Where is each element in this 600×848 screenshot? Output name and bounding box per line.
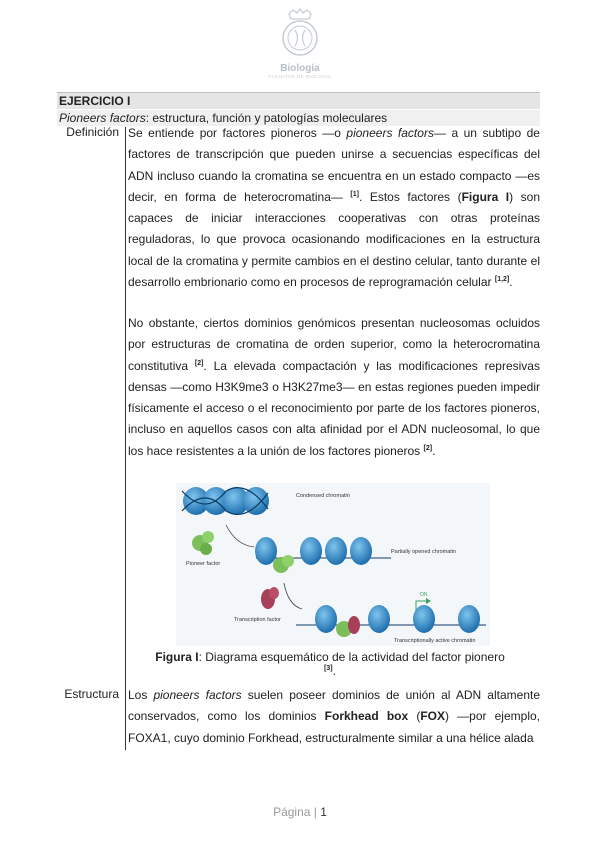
label-partial: Partially opened chromatin — [391, 549, 457, 555]
column-divider — [125, 127, 126, 750]
exercise-title: EJERCICIO I — [57, 92, 540, 109]
definition-paragraph-2: No obstante, ciertos dominios genómicos presentan nucleosomas ocluidos por estructuras de cromatina de orden superior, como la heterocromatina constitutiva [2]. La elevada compactación y las modificaciones represivas densas —como H3K9me3 o H3K27me3— en estas regiones pueden impedir físicamente el acceso o el reconocimiento por parte de los factores pioneros, incluso en aquellos casos con alta afinidad por el ADN nucleosomal, lo que los hace resistentes a la unión de los factores pioneros [2]. — [128, 316, 540, 458]
page-footer — [0, 805, 600, 819]
citation: [1] — [350, 190, 359, 198]
label-active: Transcriptionally active chromatin — [394, 638, 476, 644]
structure-paragraph-1: Los pioneers factors suelen poseer dominios de unión al ADN altamente conservados, como los dominios Forkhead box (FOX) —por ejemplo, FOXA1, cuyo dominio Forkhead, estructuralmente similar a una hélice alada — [128, 688, 540, 745]
university-seal-icon — [275, 8, 325, 56]
label-condensed: Condensed chromatin — [296, 493, 350, 499]
page-number: 1 — [320, 805, 327, 819]
faculty-logo — [265, 8, 335, 79]
label-pioneer: Pioneer factor — [186, 561, 221, 567]
logo-title: Biología — [280, 63, 320, 74]
citation: [2] — [194, 359, 204, 367]
page-label: Página — [273, 805, 311, 819]
transcription-factor-icon — [261, 587, 279, 609]
citation: [2] — [423, 444, 433, 452]
figure-caption: Figura I: Diagrama esquemático de la actividad del factor pionero [3]. — [155, 650, 505, 678]
partially-opened-nucleosomes — [255, 537, 391, 573]
subtitle-rest: : estructura, función y patologías moleculares — [145, 111, 388, 125]
definition-paragraph-1: Se entiende por factores pioneros —o pioneers factors— a un subtipo de factores de transcripción que pueden unirse a secuencias específicas del ADN incluso cuando la cromatina se encuentra en un estado compacto —es decir, en forma de heterocromatina— [1]. Estos factores (Figura I) son capaces de iniciar interacciones cooperativas con otras proteínas reguladoras, lo que provoca ocasionando modificaciones en la estructura local de la cromatina y permite cambios en el destino celular, tanto durante el desarrollo embrionario como en procesos de reprogramación celular [1,2]. — [128, 126, 540, 290]
definition-label: Definición — [66, 125, 119, 139]
label-tf: Transcription factor — [234, 617, 281, 623]
figure-reference: Figura I — [461, 189, 510, 204]
page-separator: | — [313, 805, 317, 819]
active-chromatin-nucleosomes — [296, 605, 486, 637]
chromatin-diagram-svg — [176, 483, 490, 646]
condensed-chromatin-nucleosomes — [182, 487, 269, 515]
structure-label: Estructura — [64, 687, 119, 701]
citation: [3] — [324, 665, 333, 672]
pioneer-factor-icon — [192, 531, 214, 555]
logo-subtitle: FACULTAD DE BIOLOGÍA — [268, 74, 332, 79]
label-on: ON — [420, 592, 428, 598]
citation: [1,2] — [494, 276, 510, 284]
subtitle-italic: Pioneers factors — [59, 111, 146, 125]
pioneer-factor-diagram — [176, 483, 490, 646]
